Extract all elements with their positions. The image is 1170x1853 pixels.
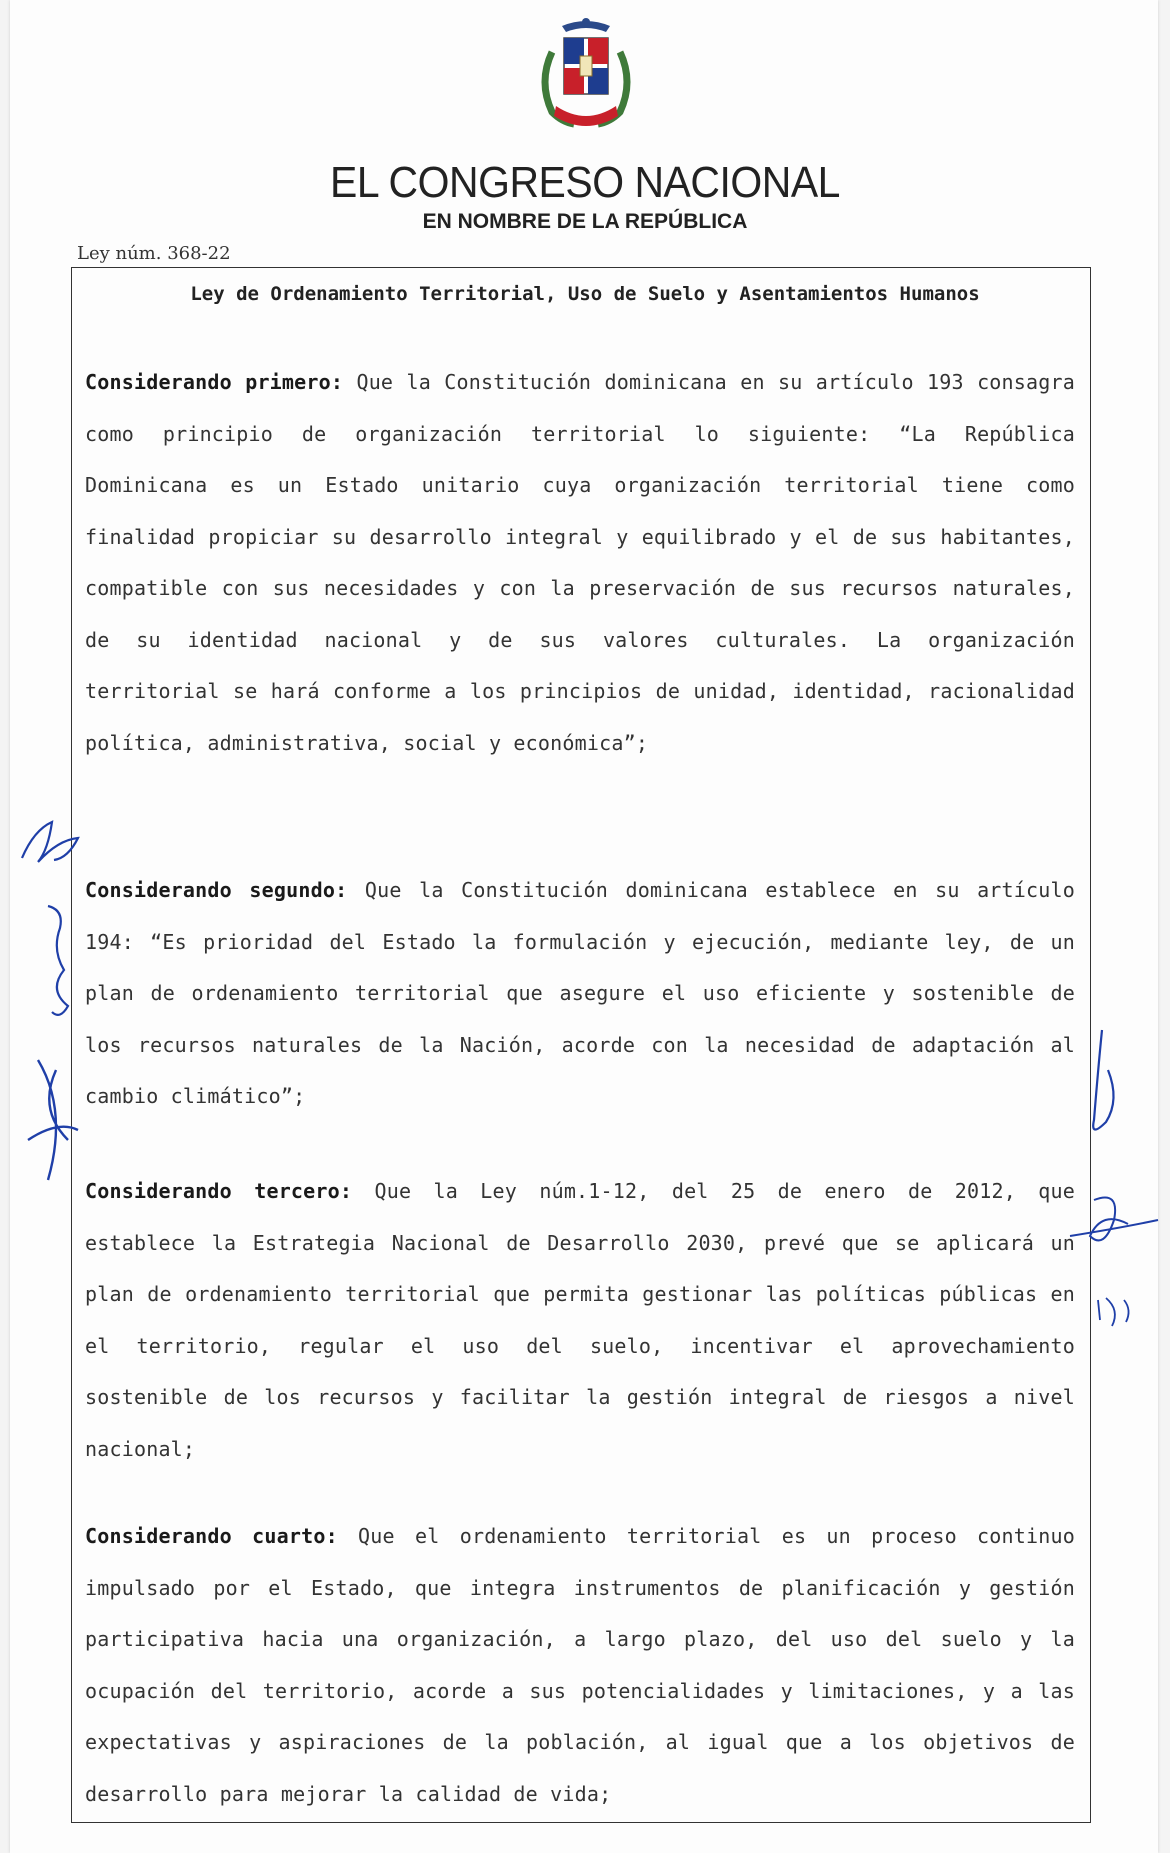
paragraph-label: Considerando segundo: xyxy=(85,878,348,902)
coat-of-arms-icon xyxy=(522,12,650,136)
paragraph-text: Que la Constitución dominicana establece en su artículo 194: “Es prioridad del Estado la formulación y ejecución, mediante ley, de un plan de ordenamiento territorial que asegure el uso eficiente y sostenible de los recursos naturales de la Nación, acorde con la necesidad de adaptación al cambio climático”; xyxy=(85,878,1075,1108)
paragraph-text: Que la Constitución dominicana en su artículo 193 consagra como principio de organización territorial lo siguiente: “La República Dominicana es un Estado unitario cuya organización territorial tiene como finalidad propiciar su desarrollo integral y equilibrado y el de sus habitantes, compatible con sus necesidades y con la preservación de sus recursos naturales, de su identidad nacional y de sus valores culturales. La organización territorial se hará conforme a los principios de unidad, identidad, racionalidad política, administrativa, social y económica”; xyxy=(85,370,1075,755)
handwritten-initials-left xyxy=(8,810,98,1210)
paragraph-label: Considerando cuarto: xyxy=(85,1524,338,1548)
paragraph-text: Que el ordenamiento territorial es un proceso continuo impulsado por el Estado, que integra instrumentos de planificación y gestión participativa hacia una organización, a largo plazo, del uso del suelo y la ocupación del territorio, acorde a sus potencialidades y limitaciones, y a las expectativas y aspiraciones de la población, al igual que a los objetivos de desarrollo para mejorar la calidad de vida; xyxy=(85,1524,1075,1806)
page-subtitle: EN NOMBRE DE LA REPÚBLICA xyxy=(422,210,748,233)
paragraph-text: Que la Ley núm.1-12, del 25 de enero de 2012, que establece la Estrategia Nacional de Desarrollo 2030, prevé que se aplicará un plan de ordenamiento territorial que permita gestionar las políticas públicas en el territorio, regular el uso del suelo, incentivar el aprovechamiento sostenible de los recursos y facilitar la gestión integral de riesgos a nivel nacional; xyxy=(85,1179,1076,1461)
page-title: EL CONGRESO NACIONAL xyxy=(330,158,840,207)
law-title: Ley de Ordenamiento Territorial, Uso de Suelo y Asentamientos Humanos xyxy=(190,283,980,305)
paragraph-considerando-tercero xyxy=(85,1166,1075,1475)
law-number: Ley núm. 368-22 xyxy=(77,243,231,264)
paragraph-considerando-primero xyxy=(85,357,1075,769)
paragraph-considerando-segundo xyxy=(85,865,1075,1123)
paragraph-considerando-cuarto xyxy=(85,1511,1075,1820)
handwritten-initials-right xyxy=(1050,1010,1160,1340)
paragraph-label: Considerando primero: xyxy=(85,370,344,394)
paragraph-label: Considerando tercero: xyxy=(85,1179,353,1203)
